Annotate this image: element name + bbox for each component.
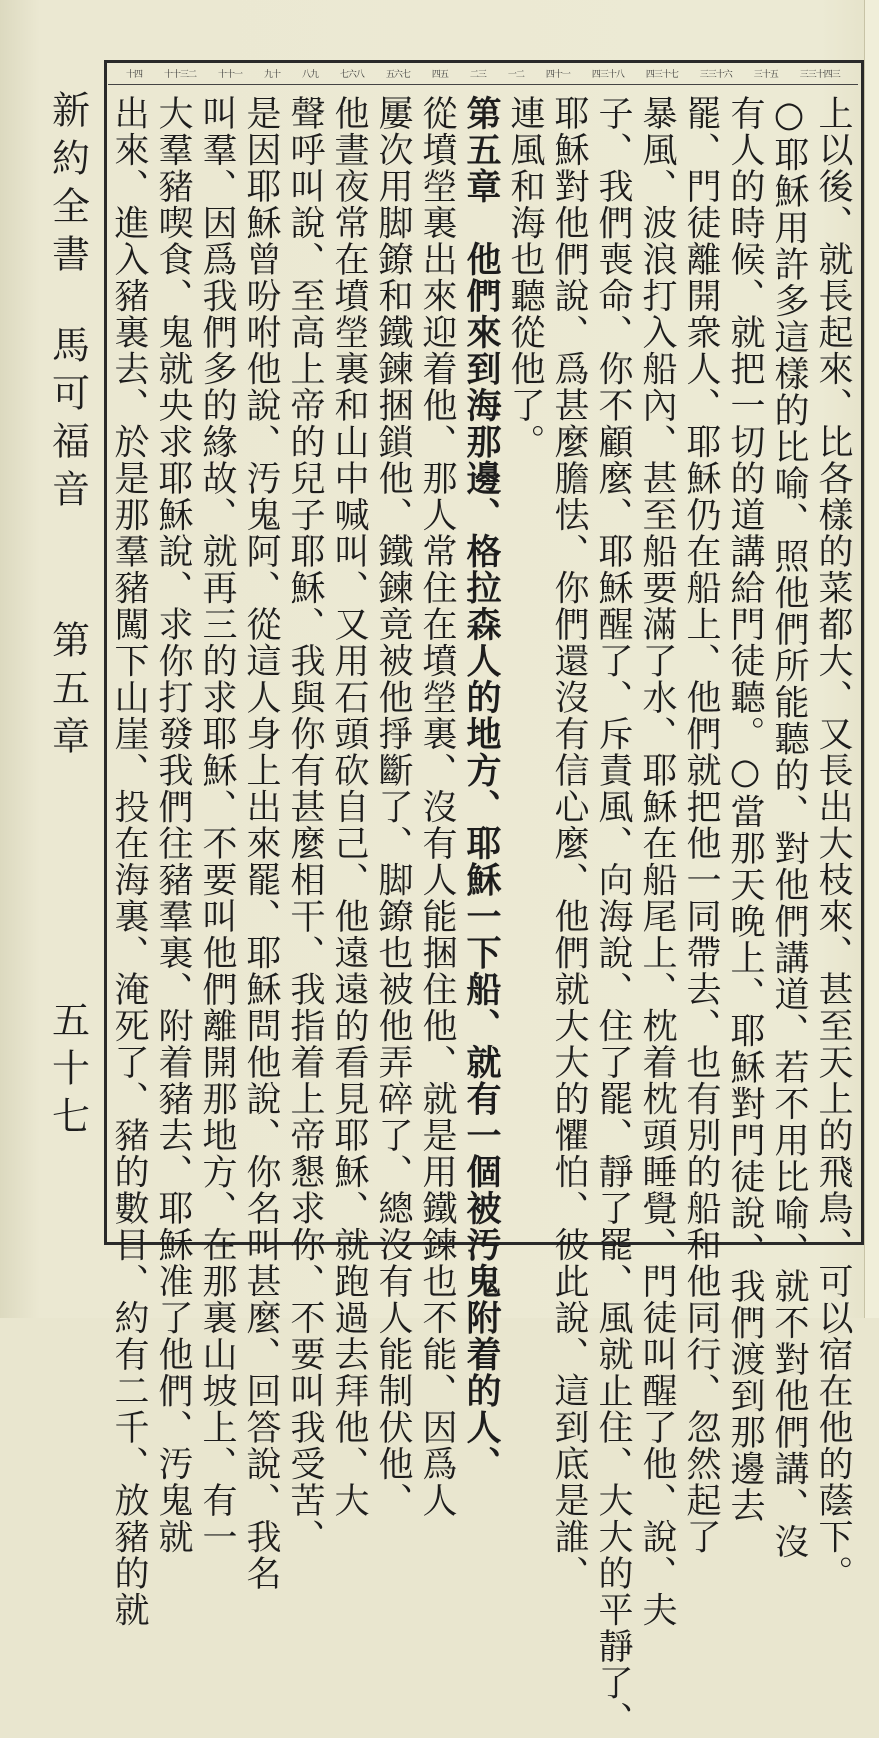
- text-column: 有人的時候、就把一切的道講給門徒聽。○當那天晚上、耶穌對門徒說、我們渡到那邊去: [725, 95, 765, 1524]
- verse-marker: 十十三二: [163, 69, 196, 80]
- text-column: 叫羣、因爲我們多的緣故、就再三的求耶穌、不要叫他們離開那地方、在那裏山坡上、有一: [197, 95, 237, 1555]
- verse-marker: 二三: [469, 69, 486, 80]
- verse-marker: 十十一: [217, 69, 242, 80]
- verse-marker: 十四: [126, 69, 143, 80]
- text-column: 聲呼叫說、至高上帝的兒子耶穌、我與你有甚麼相干、我指着上帝懇求你、不要叫我受苦、: [285, 95, 325, 1555]
- gospel-title: 馬可福音: [45, 325, 90, 517]
- verse-marker: 三三十四三: [799, 69, 840, 80]
- verse-marker: 四三十七: [645, 69, 678, 80]
- verse-marker: 四三十八: [591, 69, 624, 80]
- verse-marker: 三三十六: [699, 69, 732, 80]
- text-column: 他晝夜常在墳塋裏和山中喊叫、又用石頭砍自己、他遠遠的看見耶穌、就跑過去拜他、大: [329, 95, 369, 1519]
- verse-marker: 八九: [301, 69, 318, 80]
- chapter-start-column: 第五章 他們來到海那邊、格拉森人的地方、耶穌一下船、就有一個被汚鬼附着的人、: [461, 95, 502, 1482]
- verse-marker: 一二: [507, 69, 524, 80]
- chapter-title: 第五章: [45, 620, 90, 764]
- text-column: 罷、門徒離開衆人、耶穌仍在船上、他們就把他一同帶去、也有別的船和他同行、忽然起了: [681, 95, 721, 1555]
- text-column: 大羣豬喫食、鬼就央求耶穌說、求你打發我們往豬羣裏、附着豬去、耶穌准了他們、汚鬼就: [153, 95, 193, 1555]
- verse-number-strip: [106, 62, 860, 84]
- text-column: 暴風、波浪打入船內、甚至船要滿了水、耶穌在船尾上、枕着枕頭睡覺、門徒叫醒了他、說、夫: [637, 95, 677, 1628]
- text-column: 是因耶穌曾吩咐他說、汚鬼阿、從這人身上出來罷、耶穌問他說、你名叫甚麼、回答說、我名: [241, 95, 281, 1592]
- text-column: 從墳塋裏出來迎着他、那人常住在墳塋裏、沒有人能捆住他、就是用鐵鍊也不能、因爲人: [417, 95, 457, 1519]
- page-number: 五十七: [45, 1000, 90, 1144]
- text-column: 耶穌對他們說、爲甚麼膽怯、你們還沒有信心麼、他們就大大的懼怕、彼此說、這到底是誰、: [549, 95, 589, 1592]
- book-title: 新約全書: [45, 90, 90, 282]
- verse-marker: 四十一: [545, 69, 570, 80]
- verse-marker: 四五: [431, 69, 448, 80]
- verse-marker: 三十五: [753, 69, 778, 80]
- text-column: 上以後、就長起來、比各樣的菜都大、又長出大枝來、甚至天上的飛鳥、可以宿在他的蔭下。: [813, 95, 853, 1592]
- text-column: 出來、進入豬裏去、於是那羣豬闖下山崖、投在海裏、淹死了、豬的數目、約有二千、放豬的就: [109, 95, 149, 1628]
- verse-marker: 五六七: [385, 69, 410, 80]
- text-column: 連風和海也聽從他了。: [505, 95, 545, 460]
- text-column: ○耶穌用許多這樣的比喻、照他們所能聽的、對他們講道、若不用比喻、就不對他們講、沒: [769, 95, 809, 1560]
- text-column: 子、我們喪命、你不顧麼、耶穌醒了、斥責風、向海說、住了罷、靜了罷、風就止住、大大的平靜了、: [593, 95, 633, 1738]
- text-column: 屢次用脚鐐和鐵鍊捆鎖他、鐵鍊竟被他掙斷了、脚鐐也被他弄碎了、總沒有人能制伏他、: [373, 95, 413, 1519]
- verse-marker: 九十: [263, 69, 280, 80]
- paper-edge: [864, 0, 879, 1318]
- page-margin-header: [38, 80, 98, 1240]
- verse-marker: 七六八: [339, 69, 364, 80]
